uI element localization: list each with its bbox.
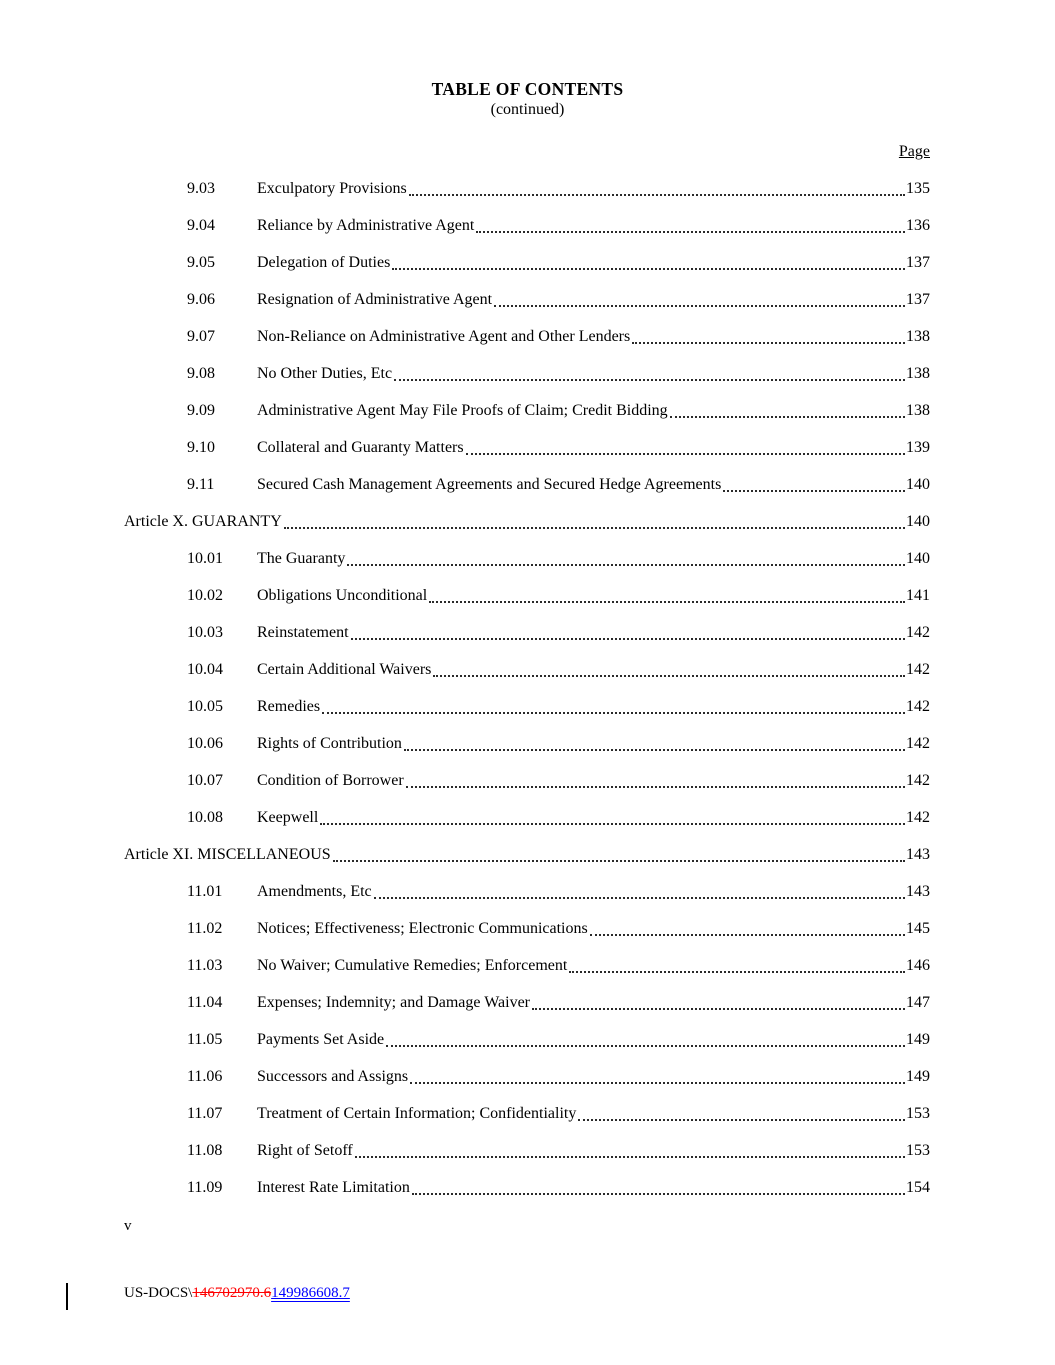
toc-entry xyxy=(124,697,930,716)
toc-entry-number: 9.10 xyxy=(187,439,215,456)
dotted-leader xyxy=(406,786,905,788)
toc-entry-title: Rights of Contribution xyxy=(257,735,402,752)
dotted-leader xyxy=(476,231,905,233)
toc-entry-number: 11.03 xyxy=(187,957,223,974)
toc-entry-title: Remedies xyxy=(257,698,321,715)
toc-entry-page: 142 xyxy=(906,661,930,678)
toc-entry xyxy=(124,623,930,642)
toc-entry xyxy=(124,475,930,494)
toc-entry-page: 142 xyxy=(906,698,930,715)
toc-entry-title: Amendments, Etc xyxy=(257,883,372,900)
dotted-leader xyxy=(412,1193,905,1195)
page-column-label: Page xyxy=(898,143,930,160)
toc-entry-title: Interest Rate Limitation xyxy=(257,1179,410,1196)
dotted-leader xyxy=(578,1119,905,1121)
toc-entry xyxy=(124,1067,930,1086)
dotted-leader xyxy=(494,305,905,307)
doc-id-deleted: 146702970.6 xyxy=(192,1285,272,1301)
toc-entry xyxy=(124,993,930,1012)
toc-entry-title: Successors and Assigns xyxy=(257,1068,409,1085)
toc-entry-title: Administrative Agent May File Proofs of Claim; Credit Bidding xyxy=(257,402,668,419)
toc-entry-title: Exculpatory Provisions xyxy=(257,180,407,197)
dotted-leader xyxy=(394,379,905,381)
toc-entry-number: 11.09 xyxy=(187,1179,223,1196)
toc-entry xyxy=(124,364,930,383)
toc-entry-title: Secured Cash Management Agreements and Secured Hedge Agreements xyxy=(257,476,722,493)
toc-entry-number: 9.03 xyxy=(187,180,215,197)
toc-entry xyxy=(124,956,930,975)
toc-entry-number: 9.04 xyxy=(187,217,215,234)
toc-entry xyxy=(124,179,930,198)
dotted-leader xyxy=(429,601,905,603)
toc-entry xyxy=(124,771,930,790)
toc-entry-page: 141 xyxy=(906,587,930,604)
dotted-leader xyxy=(409,194,905,196)
toc-entry-page: 138 xyxy=(906,365,930,382)
toc-entry xyxy=(124,845,930,864)
toc-entry-page: 142 xyxy=(906,624,930,641)
toc-entry xyxy=(124,401,930,420)
toc-entry-title: The Guaranty xyxy=(257,550,346,567)
toc-entry xyxy=(124,216,930,235)
toc-entry-page: 146 xyxy=(906,957,930,974)
toc-entry-title: Expenses; Indemnity; and Damage Waiver xyxy=(257,994,530,1011)
toc-entry-title: No Waiver; Cumulative Remedies; Enforcement xyxy=(257,957,568,974)
toc-entry xyxy=(124,327,930,346)
toc-entry-page: 140 xyxy=(906,513,930,530)
toc-entry-page: 153 xyxy=(906,1142,930,1159)
toc-entry xyxy=(124,290,930,309)
toc-entry xyxy=(124,512,930,531)
table-of-contents xyxy=(124,179,930,1197)
toc-entry-number: 11.06 xyxy=(187,1068,223,1085)
toc-entry-title: Reliance by Administrative Agent xyxy=(257,217,475,234)
page-number: v xyxy=(124,1218,132,1234)
dotted-leader xyxy=(466,453,905,455)
toc-entry-page: 137 xyxy=(906,254,930,271)
toc-entry-number: 9.07 xyxy=(187,328,215,345)
toc-entry-page: 136 xyxy=(906,217,930,234)
toc-entry-number: 9.11 xyxy=(187,476,215,493)
dotted-leader xyxy=(320,823,905,825)
dotted-leader xyxy=(569,971,905,973)
dotted-leader xyxy=(670,416,905,418)
toc-entry-number: 10.04 xyxy=(187,661,223,678)
toc-entry xyxy=(124,734,930,753)
toc-entry xyxy=(124,549,930,568)
toc-entry-page: 149 xyxy=(906,1068,930,1085)
toc-entry-number: 10.08 xyxy=(187,809,223,826)
toc-entry-page: 143 xyxy=(906,846,930,863)
toc-entry-title: Right of Setoff xyxy=(257,1142,353,1159)
toc-entry-page: 147 xyxy=(906,994,930,1011)
page-title: TABLE OF CONTENTS xyxy=(431,79,624,99)
toc-entry xyxy=(124,1104,930,1123)
toc-entry-title: Resignation of Administrative Agent xyxy=(257,291,493,308)
dotted-leader xyxy=(347,564,905,566)
toc-entry-title: Reinstatement xyxy=(257,624,349,641)
dotted-leader xyxy=(590,934,905,936)
toc-entry-page: 143 xyxy=(906,883,930,900)
toc-entry-page: 135 xyxy=(906,180,930,197)
toc-entry-page: 142 xyxy=(906,809,930,826)
toc-entry-page: 139 xyxy=(906,439,930,456)
toc-entry-number: 11.07 xyxy=(187,1105,223,1122)
dotted-leader xyxy=(723,490,905,492)
toc-entry xyxy=(124,438,930,457)
toc-entry-number: 10.06 xyxy=(187,735,223,752)
toc-entry xyxy=(124,586,930,605)
toc-entry-number: 10.01 xyxy=(187,550,223,567)
toc-entry-number: 10.03 xyxy=(187,624,223,641)
toc-entry-number: 9.08 xyxy=(187,365,215,382)
toc-entry-page: 153 xyxy=(906,1105,930,1122)
toc-entry-title: No Other Duties, Etc xyxy=(257,365,393,382)
toc-entry-number: 11.02 xyxy=(187,920,223,937)
toc-entry-title: Article XI. MISCELLANEOUS xyxy=(124,846,331,863)
dotted-leader xyxy=(355,1156,905,1158)
toc-entry xyxy=(124,808,930,827)
revision-change-bar xyxy=(66,1283,68,1310)
toc-entry-page: 140 xyxy=(906,476,930,493)
dotted-leader xyxy=(404,749,905,751)
toc-entry-number: 11.05 xyxy=(187,1031,223,1048)
dotted-leader xyxy=(351,638,905,640)
toc-entry-number: 10.07 xyxy=(187,772,223,789)
toc-entry xyxy=(124,882,930,901)
toc-entry xyxy=(124,919,930,938)
page-subtitle: (continued) xyxy=(490,101,565,118)
dotted-leader xyxy=(333,860,905,862)
dotted-leader xyxy=(392,268,905,270)
toc-entry xyxy=(124,1030,930,1049)
toc-entry-title: Delegation of Duties xyxy=(257,254,391,271)
doc-id-inserted: 149986608.7 xyxy=(271,1285,350,1301)
toc-entry-page: 138 xyxy=(906,328,930,345)
toc-entry-title: Collateral and Guaranty Matters xyxy=(257,439,464,456)
toc-entry-number: 11.04 xyxy=(187,994,223,1011)
toc-entry-page: 154 xyxy=(906,1179,930,1196)
toc-entry xyxy=(124,660,930,679)
toc-entry-number: 11.01 xyxy=(187,883,223,900)
toc-entry xyxy=(124,253,930,272)
dotted-leader xyxy=(374,897,905,899)
toc-entry-page: 142 xyxy=(906,735,930,752)
dotted-leader xyxy=(386,1045,905,1047)
toc-entry-page: 140 xyxy=(906,550,930,567)
toc-entry-title: Article X. GUARANTY xyxy=(124,513,282,530)
toc-entry-page: 142 xyxy=(906,772,930,789)
toc-entry-page: 149 xyxy=(906,1031,930,1048)
toc-entry-number: 10.02 xyxy=(187,587,223,604)
dotted-leader xyxy=(322,712,905,714)
toc-entry-title: Payments Set Aside xyxy=(257,1031,385,1048)
page-column-header-row xyxy=(0,143,930,161)
toc-entry-number: 10.05 xyxy=(187,698,223,715)
dotted-leader xyxy=(532,1008,905,1010)
dotted-leader xyxy=(632,342,905,344)
toc-entry-title: Non-Reliance on Administrative Agent and Other Lenders xyxy=(257,328,631,345)
toc-entry-title: Notices; Effectiveness; Electronic Communications xyxy=(257,920,588,937)
toc-entry-number: 9.06 xyxy=(187,291,215,308)
toc-entry-number: 9.05 xyxy=(187,254,215,271)
toc-entry-number: 9.09 xyxy=(187,402,215,419)
toc-entry xyxy=(124,1141,930,1160)
doc-id-prefix: US-DOCS\ xyxy=(124,1285,193,1301)
dotted-leader xyxy=(410,1082,905,1084)
toc-entry-number: 11.08 xyxy=(187,1142,223,1159)
toc-entry xyxy=(124,1178,930,1197)
document-id-line xyxy=(124,1285,350,1302)
toc-entry-page: 138 xyxy=(906,402,930,419)
toc-entry-title: Keepwell xyxy=(257,809,319,826)
toc-entry-page: 137 xyxy=(906,291,930,308)
toc-entry-page: 145 xyxy=(906,920,930,937)
toc-entry-title: Certain Additional Waivers xyxy=(257,661,432,678)
dotted-leader xyxy=(433,675,905,677)
dotted-leader xyxy=(284,527,905,529)
toc-entry-title: Obligations Unconditional xyxy=(257,587,428,604)
toc-entry-title: Condition of Borrower xyxy=(257,772,404,789)
toc-entry-title: Treatment of Certain Information; Confidentiality xyxy=(257,1105,577,1122)
